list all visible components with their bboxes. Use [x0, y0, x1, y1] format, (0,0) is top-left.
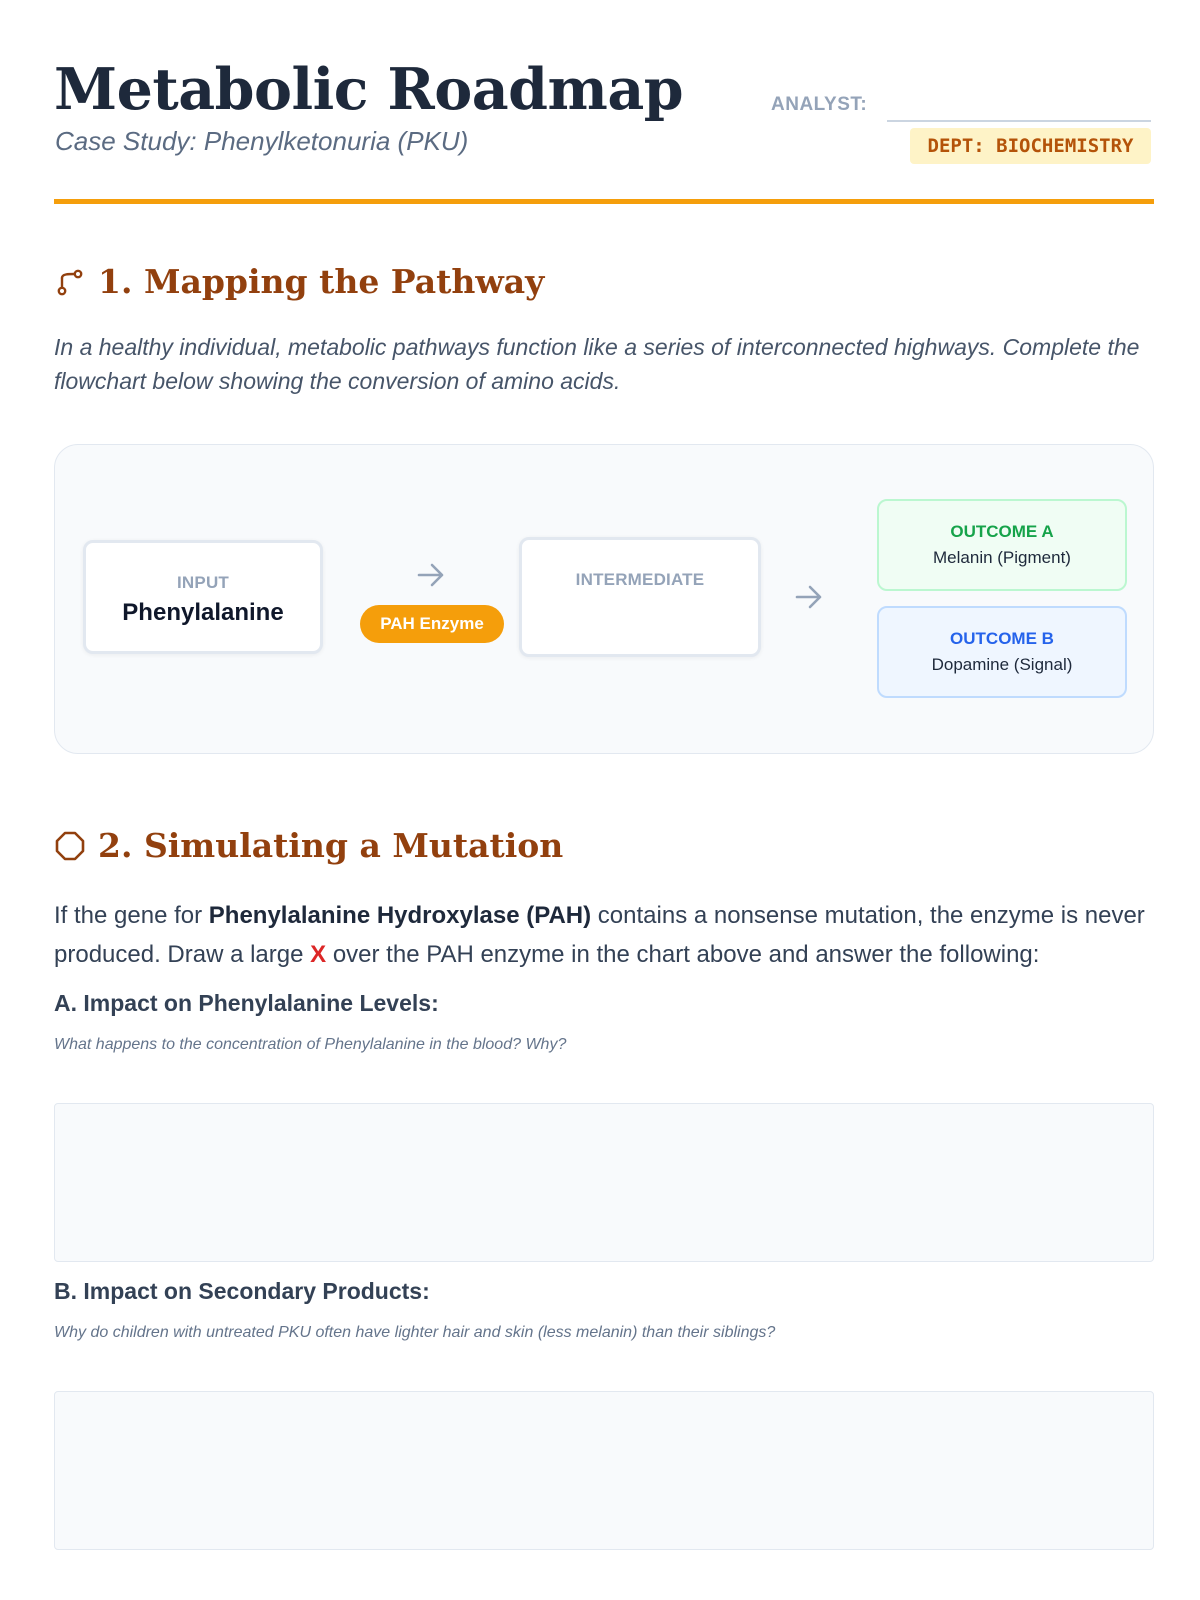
pah-enzyme-pill[interactable]: PAH Enzyme	[360, 605, 504, 643]
question-b-answer-box[interactable]	[54, 1391, 1154, 1550]
input-node	[83, 540, 323, 654]
outcome-b-label: OUTCOME B	[950, 629, 1054, 648]
header-divider	[54, 199, 1154, 204]
section-1-intro: In a healthy individual, metabolic pathways function like a series of interconnected highways. Complete the flowchart below showing the conversion of amino acids.	[54, 334, 1140, 394]
question-a-title: A. Impact on Phenylalanine Levels:	[54, 990, 439, 1016]
department-badge: DEPT: BIOCHEMISTRY	[910, 128, 1151, 164]
input-label: INPUT	[177, 573, 229, 592]
worksheet-header	[54, 56, 1154, 206]
outcome-a-label: OUTCOME A	[950, 522, 1054, 541]
section-2-heading	[54, 826, 563, 865]
instruction-text: over the PAH enzyme in the chart above and answer the following:	[326, 941, 1040, 968]
pah-gene-name: Phenylalanine Hydroxylase (PAH)	[208, 902, 592, 929]
instruction-text: contains a nonsense mutation, the enzyme is never produced. Draw a large	[54, 902, 1145, 968]
intermediate-label: INTERMEDIATE	[575, 570, 705, 589]
section-2-title: 2. Simulating a Mutation	[98, 826, 564, 865]
instruction-text: If the gene for	[54, 902, 209, 929]
page-title: Metabolic Roadmap	[54, 56, 684, 123]
octagon-icon	[54, 830, 86, 862]
section-1-heading	[54, 262, 544, 301]
question-b-hint: Why do children with untreated PKU often have lighter hair and skin (less melanin) than their siblings?	[54, 1324, 776, 1341]
outcome-a-node	[877, 499, 1127, 591]
question-a-hint: What happens to the concentration of Phenylalanine in the blood? Why?	[54, 1036, 567, 1053]
outcome-b-value: Dopamine (Signal)	[931, 655, 1073, 674]
branch-icon	[54, 266, 86, 298]
mutation-instructions	[54, 896, 1164, 974]
outcome-b-node	[877, 606, 1127, 698]
intermediate-node[interactable]	[519, 537, 761, 657]
pathway-flowchart	[54, 444, 1154, 754]
question-b-title: B. Impact on Secondary Products:	[54, 1278, 430, 1304]
x-mark: X	[310, 941, 327, 968]
arrow-right-icon	[793, 581, 825, 613]
arrow-right-icon	[415, 559, 447, 591]
question-a-answer-box[interactable]	[54, 1103, 1154, 1262]
intermediate-answer[interactable]	[522, 596, 758, 624]
input-value: Phenylalanine	[122, 599, 284, 626]
analyst-name-field[interactable]	[887, 120, 1151, 122]
section-1-title: 1. Mapping the Pathway	[98, 262, 545, 301]
outcome-a-value: Melanin (Pigment)	[933, 548, 1071, 567]
page-subtitle: Case Study: Phenylketonuria (PKU)	[55, 126, 469, 156]
analyst-label: ANALYST:	[771, 94, 868, 115]
